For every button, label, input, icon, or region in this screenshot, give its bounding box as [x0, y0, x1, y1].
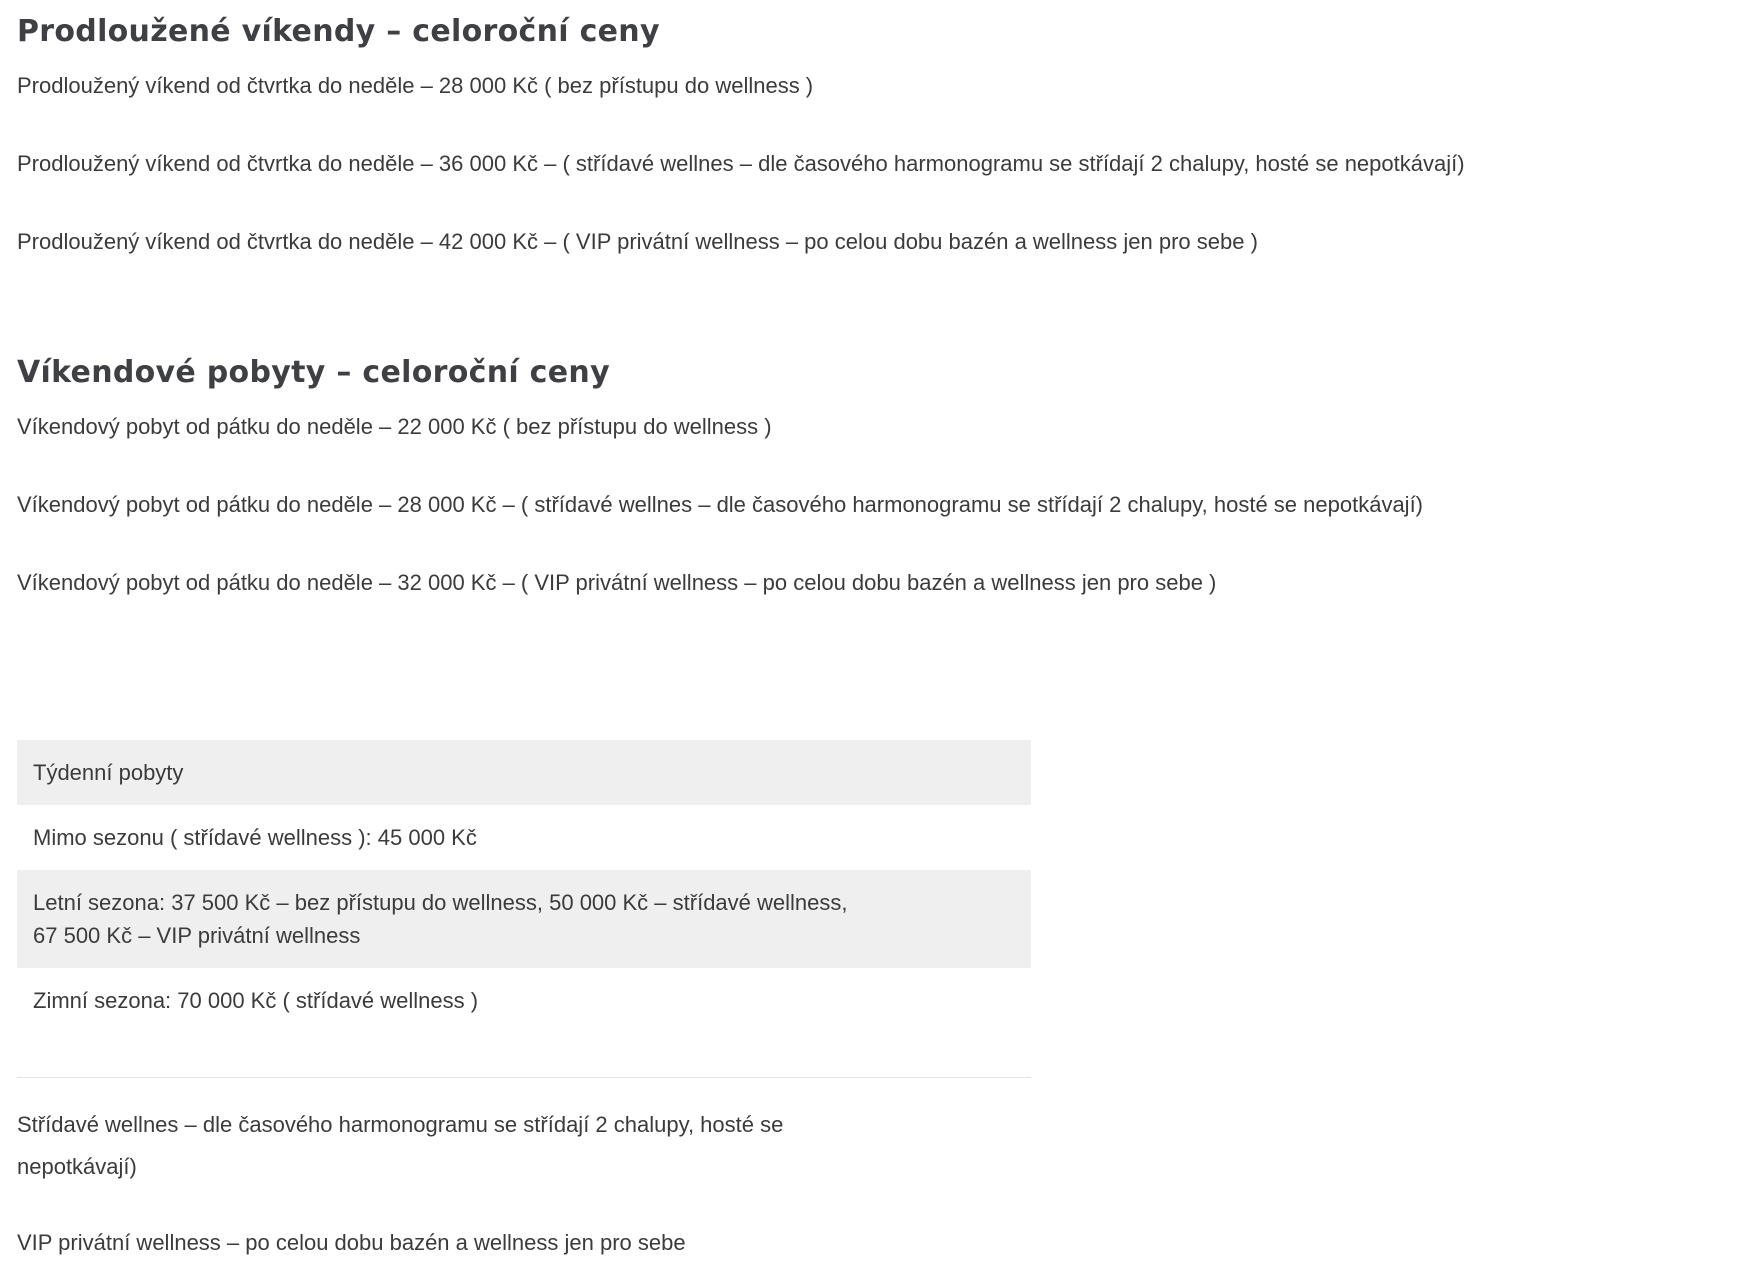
- section-heading-weekend-stays: Víkendové pobyty – celoroční ceny: [17, 355, 610, 390]
- price-line-extended-36000: Prodloužený víkend od čtvrtka do neděle – 36 000 Kč – ( střídavé wellnes – dle časového harmonogramu se střídají 2 chalupy, hosté se nepotkávají): [17, 151, 1465, 176]
- note-alternating-wellness: [17, 1104, 1731, 1188]
- weekly-table-row-winter-season: [17, 968, 1031, 1033]
- section-extended-weekends: [17, 12, 1731, 256]
- price-line-extended-42000: Prodloužený víkend od čtvrtka do neděle – 42 000 Kč – ( VIP privátní wellness – po celou dobu bazén a wellness jen pro sebe ): [17, 229, 1258, 254]
- section-weekend-stays: [17, 353, 1731, 597]
- price-line-weekend-28000: Víkendový pobyt od pátku do neděle – 28 000 Kč – ( střídavé wellnes – dle časového harmonogramu se střídají 2 chalupy, hosté se nepotkávají): [17, 492, 1424, 517]
- price-line-extended-28000: Prodloužený víkend od čtvrtka do neděle – 28 000 Kč ( bez přístupu do wellness ): [17, 73, 814, 98]
- price-line-weekend-32000: Víkendový pobyt od pátku do neděle – 32 000 Kč – ( VIP privátní wellness – po celou dobu bazén a wellness jen pro sebe ): [17, 570, 1217, 595]
- divider: [17, 1077, 1031, 1078]
- weekly-table-cell-winter-season: Zimní sezona: 70 000 Kč ( střídavé wellness ): [33, 988, 479, 1013]
- weekly-table-row-off-season: [17, 805, 1031, 870]
- weekly-table-row-summer-season: [17, 870, 1031, 968]
- summer-season-line-2: 67 500 Kč – VIP privátní wellness: [33, 923, 361, 948]
- weekly-table-header-row: [17, 740, 1031, 805]
- summer-season-line-1: Letní sezona: 37 500 Kč – bez přístupu do wellness, 50 000 Kč – střídavé wellness,: [33, 890, 848, 915]
- note-alternating-wellness-line-2: nepotkávají): [17, 1154, 137, 1179]
- weekly-stays-table: [17, 740, 1031, 1033]
- note-alternating-wellness-line-1: Střídavé wellnes – dle časového harmonogramu se střídají 2 chalupy, hosté se: [17, 1112, 784, 1137]
- weekly-table-cell-off-season: Mimo sezonu ( střídavé wellness ): 45 000 Kč: [33, 825, 477, 850]
- section-heading-extended-weekends: Prodloužené víkendy – celoroční ceny: [17, 14, 660, 49]
- price-line-weekend-22000: Víkendový pobyt od pátku do neděle – 22 000 Kč ( bez přístupu do wellness ): [17, 414, 772, 439]
- note-vip-wellness: VIP privátní wellness – po celou dobu bazén a wellness jen pro sebe: [17, 1230, 686, 1255]
- weekly-table-header-cell: Týdenní pobyty: [33, 760, 184, 785]
- weekly-table-cell-summer-season: [17, 870, 1031, 968]
